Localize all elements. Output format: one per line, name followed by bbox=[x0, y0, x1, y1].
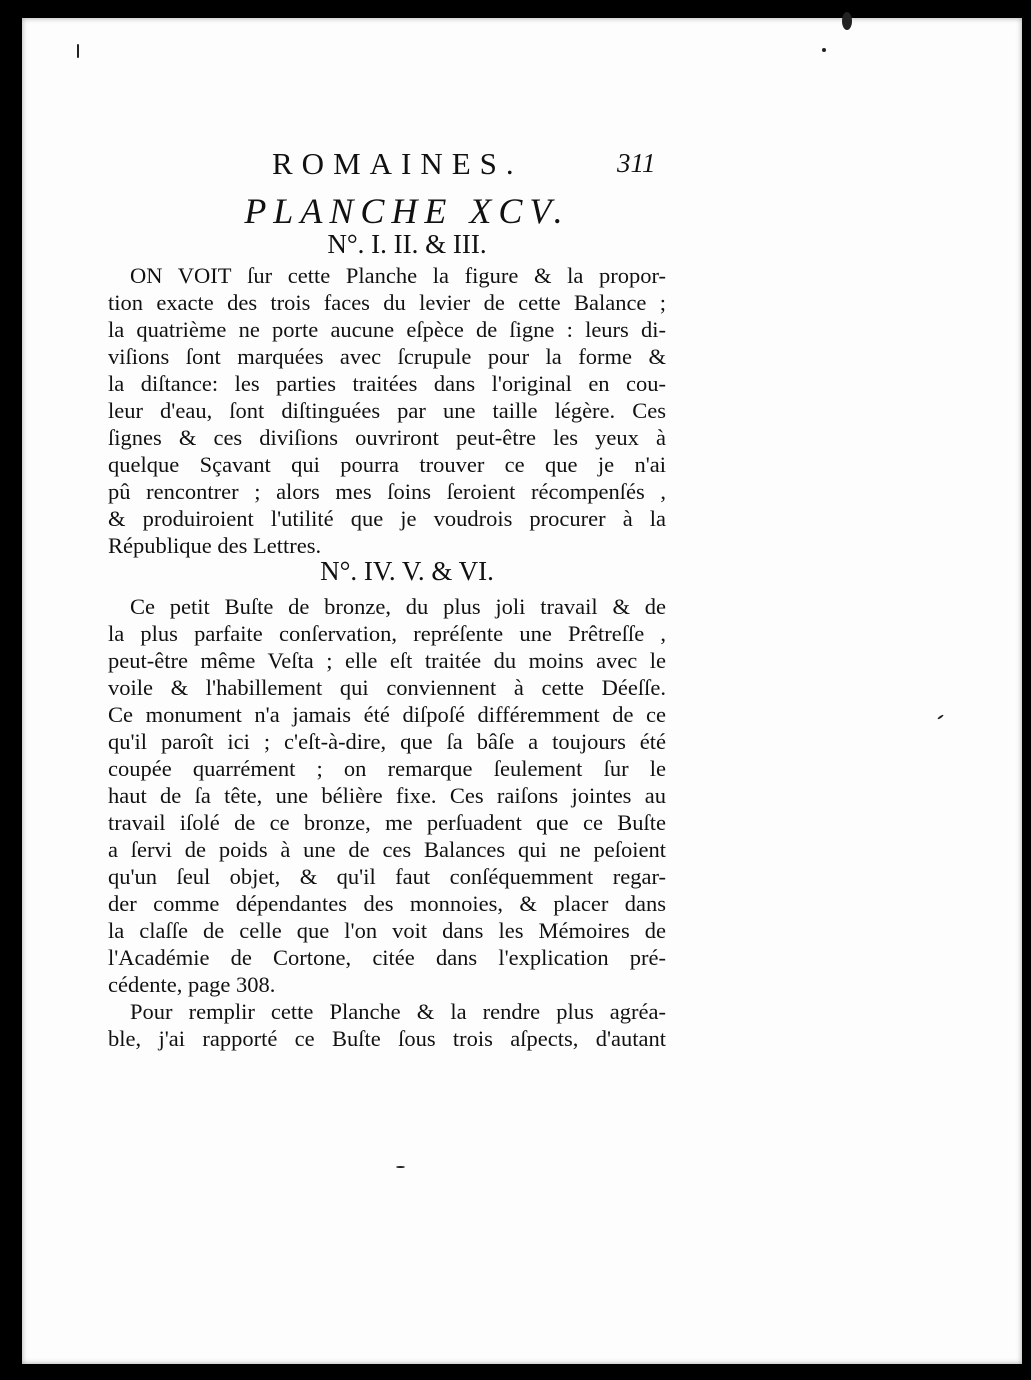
text-line: cédente, page 308. bbox=[108, 972, 276, 997]
ink-speck bbox=[842, 12, 852, 30]
text-line: République des Lettres. bbox=[108, 533, 322, 558]
text-line: la claſſe de celle que l'on voit dans les Mémoires de bbox=[108, 918, 666, 943]
paragraph-1 bbox=[108, 262, 666, 559]
page-number: 311 bbox=[617, 148, 656, 178]
text-line: qu'il paroît ici ; c'eſt-à-dire, que ſa bâſe a toujours été bbox=[108, 729, 666, 754]
section-heading-2: N°. IV. V. & VI. bbox=[320, 556, 494, 586]
text-line: voile & l'habillement qui conviennent à cette Déeſſe. bbox=[108, 675, 666, 700]
text-line: quelque Sçavant qui pourra trouver ce que je n'ai bbox=[108, 452, 666, 477]
text-line: qu'un ſeul objet, & qu'il faut conſéquemment regar- bbox=[108, 864, 666, 889]
book-page bbox=[22, 18, 1022, 1364]
text-line: coupée quarrément ; on remarque ſeulement ſur le bbox=[108, 756, 666, 781]
ink-speck bbox=[937, 714, 944, 720]
text-line: viſions ſont marquées avec ſcrupule pour la forme & bbox=[108, 344, 666, 369]
text-line: Ce petit Buſte de bronze, du plus joli travail & de bbox=[130, 594, 666, 619]
text-line: Pour remplir cette Planche & la rendre plus agréa- bbox=[130, 999, 666, 1024]
text-line: leur d'eau, ſont diſtinguées par une taille légère. Ces bbox=[108, 398, 666, 423]
text-line: peut-être même Veſta ; elle eſt traitée du moins avec le bbox=[108, 648, 666, 673]
text-line: pû rencontrer ; alors mes ſoins ſeroient récompenſés , bbox=[108, 479, 666, 504]
text-line: ſignes & ces diviſions ouvriront peut-être les yeux à bbox=[108, 425, 666, 450]
text-line: travail iſolé de ce bronze, me perſuadent que ce Buſte bbox=[108, 810, 666, 835]
lead-words: ON VOIT bbox=[130, 263, 232, 288]
text-line: la plus parfaite conſervation, repréſente une Prêtreſſe , bbox=[108, 621, 666, 646]
text-line: l'Académie de Cortone, citée dans l'explication pré- bbox=[108, 945, 666, 970]
text-line: la diſtance: les parties traitées dans l'original en cou- bbox=[108, 371, 666, 396]
text-line: haut de ſa tête, une bélière fixe. Ces raiſons jointes au bbox=[108, 783, 666, 808]
text-line: Ce monument n'a jamais été diſpoſé différemment de ce bbox=[108, 702, 666, 727]
running-header bbox=[22, 146, 1022, 186]
text-line: der comme dépendantes des monnoies, & placer dans bbox=[108, 891, 666, 916]
text-line: & produiroient l'utilité que je voudrois procurer à la bbox=[108, 506, 666, 531]
ink-speck bbox=[822, 48, 826, 52]
plate-title: PLANCHE XCV. bbox=[244, 191, 570, 231]
text-line: ON VOIT ſur cette Planche la figure & la propor- bbox=[130, 263, 666, 288]
running-title: ROMAINES. bbox=[272, 146, 523, 181]
ink-speck bbox=[77, 44, 79, 58]
text-line: tion exacte des trois faces du levier de cette Balance ; bbox=[108, 290, 666, 315]
text-line: a ſervi de poids à une de ces Balances qui ne peſoient bbox=[108, 837, 666, 862]
section-heading-1: N°. I. II. & III. bbox=[327, 229, 487, 259]
text-line: la quatrième ne porte aucune eſpèce de ſigne : leurs di- bbox=[108, 317, 666, 342]
text-line: ble, j'ai rapporté ce Buſte ſous trois aſpects, d'autant bbox=[108, 1026, 666, 1051]
paragraph-2 bbox=[108, 593, 666, 1052]
ink-speck bbox=[396, 1166, 405, 1168]
